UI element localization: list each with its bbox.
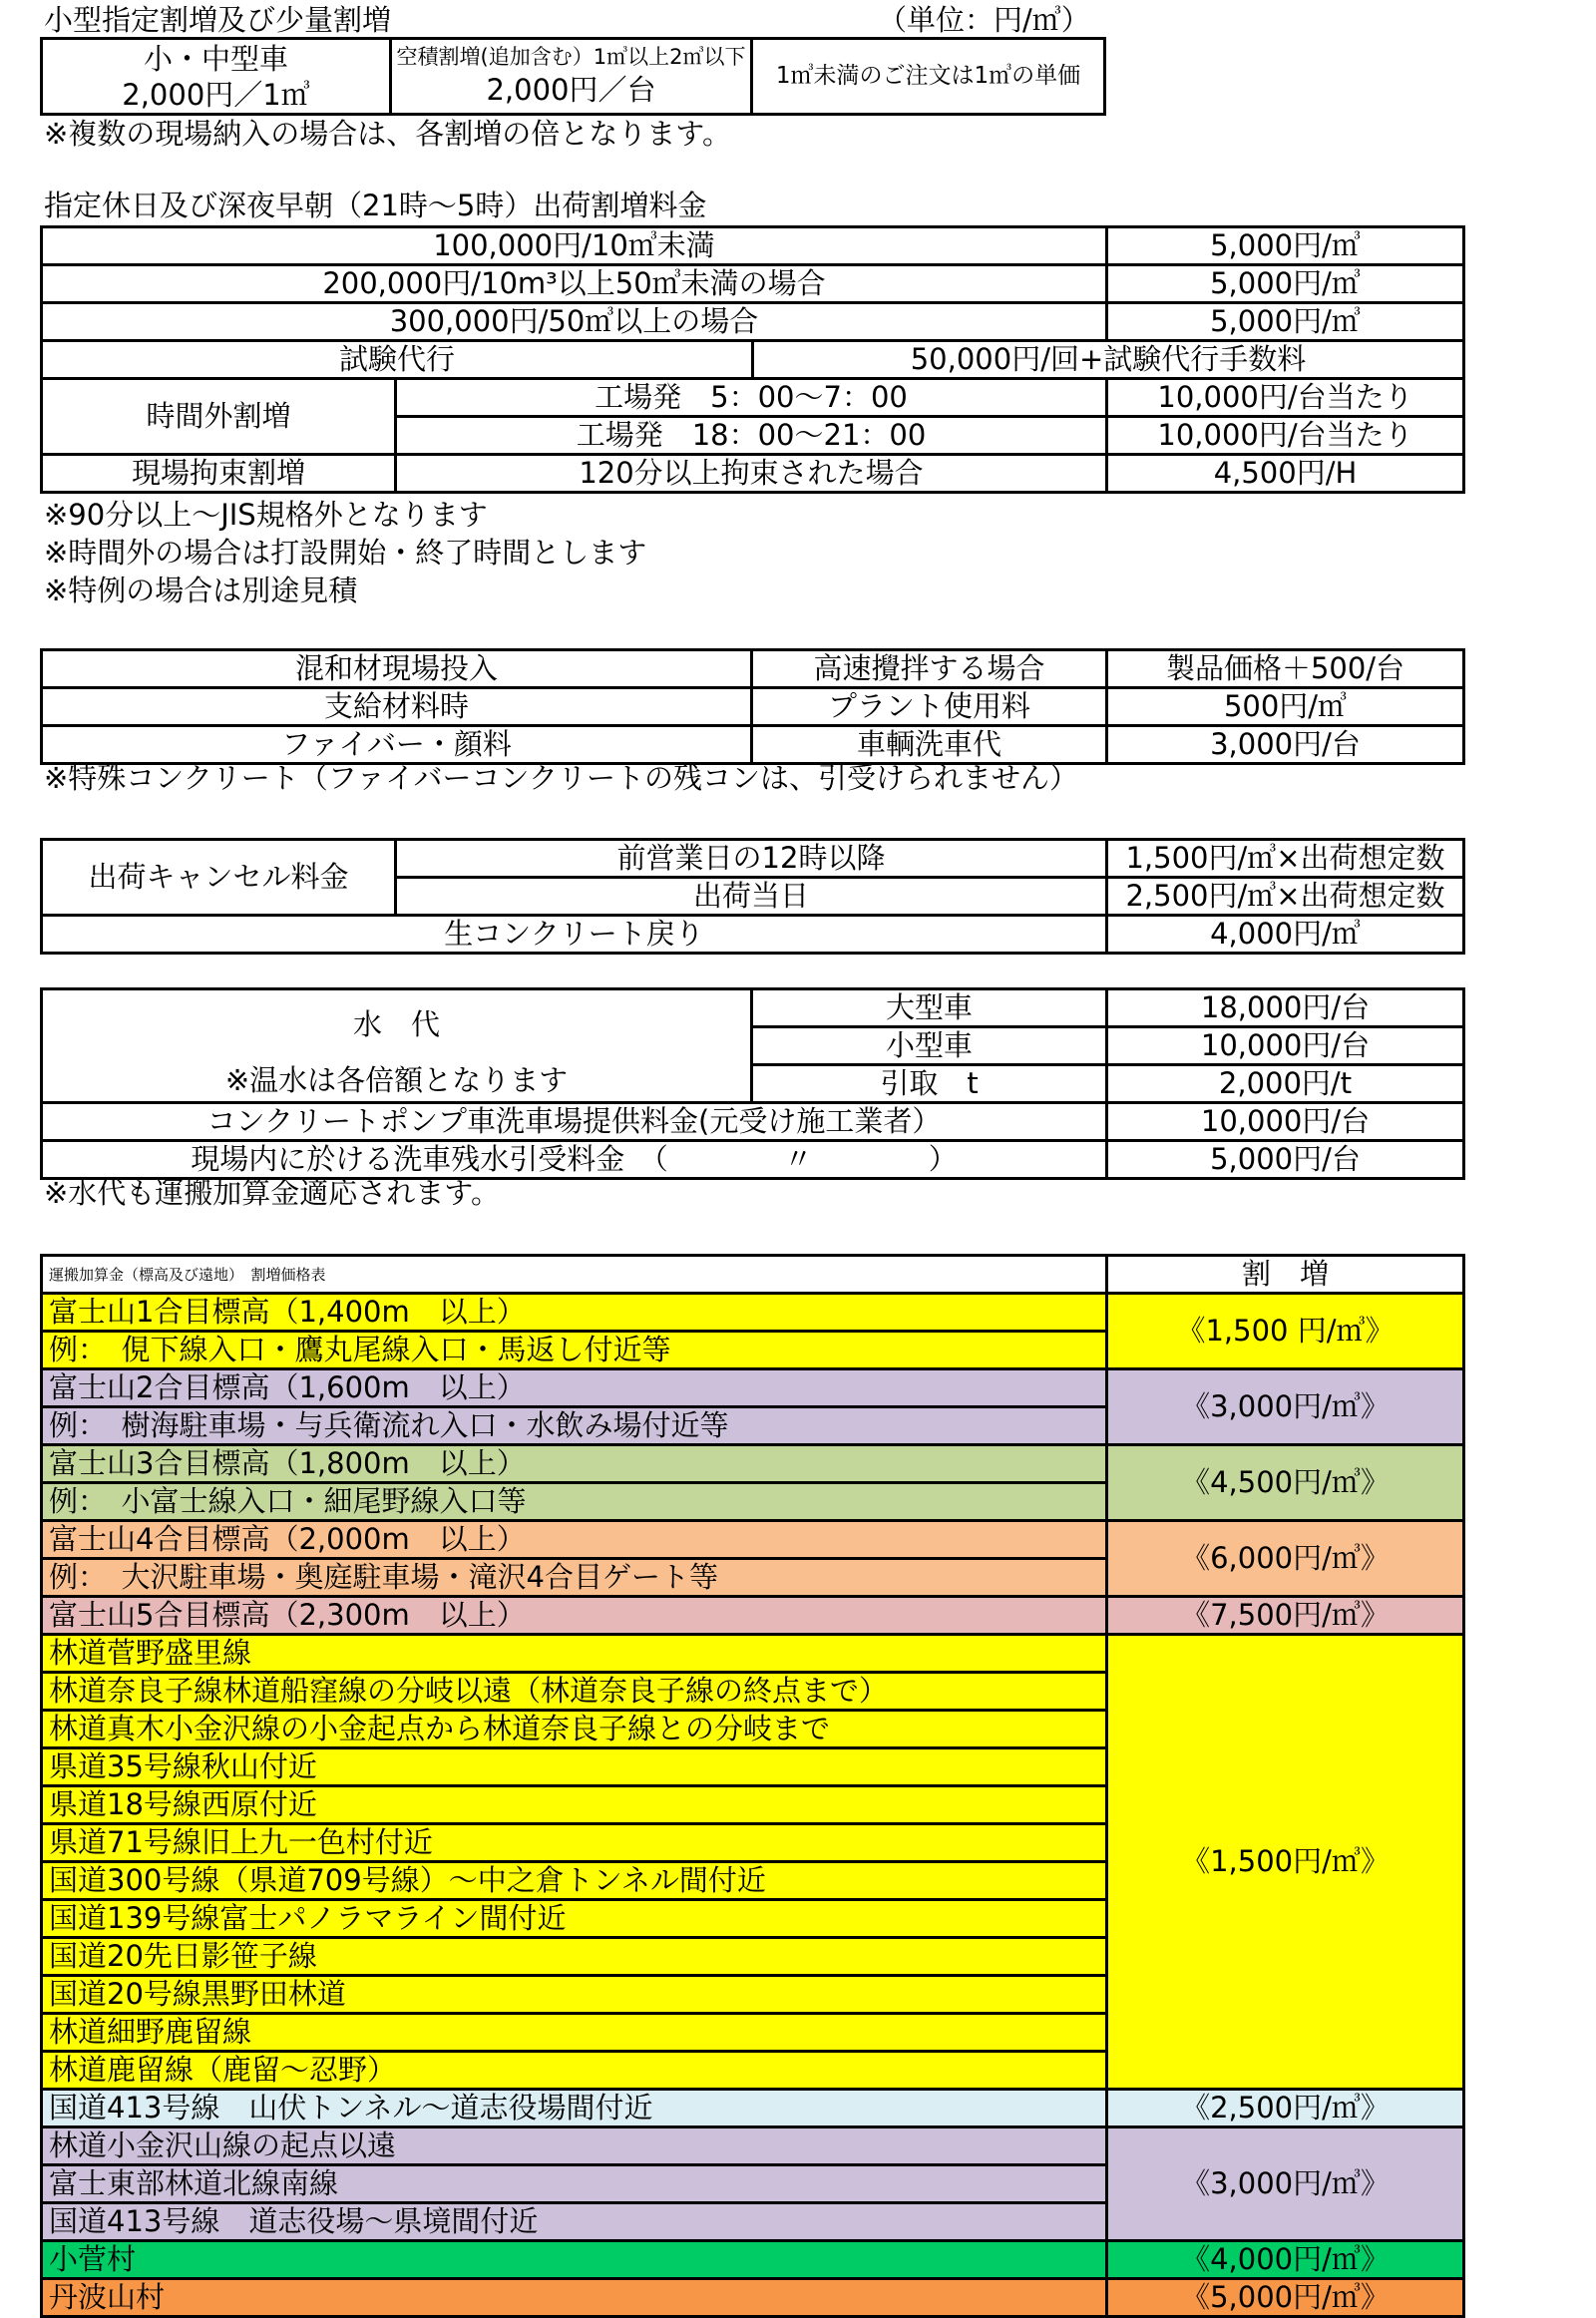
- restraint-price: 4,500円/H: [1107, 455, 1464, 493]
- special-concrete-note: ※特殊コンクリート（ファイバーコンクリートの残コンは、引受けられません）: [44, 761, 1078, 795]
- area-label: 国道413号線 道志役場～県境間付近: [42, 2203, 1107, 2241]
- area-surcharge-price: 《5,000円/㎥》: [1107, 2279, 1464, 2317]
- materials-row-c: 3,000円/台: [1107, 726, 1464, 764]
- table-row: [42, 1369, 1464, 1407]
- water-row-price: 18,000円/台: [1107, 989, 1464, 1027]
- area-surcharge-price: 《1,500 円/㎥》: [1107, 1294, 1464, 1369]
- section1-title: 小型指定割増及び少量割増: [44, 3, 392, 37]
- cancel-row-price: 1,500円/㎥×出荷想定数: [1107, 840, 1464, 878]
- holiday-row-label: 300,000円/50㎥以上の場合: [42, 303, 1107, 341]
- return-price: 4,000円/㎥: [1107, 916, 1464, 954]
- empty-load-cell: [391, 39, 752, 115]
- water-cell: [42, 989, 752, 1103]
- water-row-label: 小型車: [752, 1027, 1107, 1065]
- materials-row-c: 500円/㎥: [1107, 688, 1464, 726]
- overtime-label: 時間外割増: [42, 379, 396, 455]
- table-row: [42, 1635, 1464, 1673]
- area-label: 国道413号線 山伏トンネル～道志役場間付近: [42, 2090, 1107, 2127]
- area-surcharge-price: 《6,000円/㎥》: [1107, 1521, 1464, 1597]
- test-proxy-price: 50,000円/回+試験代行手数料: [753, 341, 1464, 379]
- area-label: 林道細野鹿留線: [42, 2014, 1107, 2052]
- area-label: 富士山3合目標高（1,800m 以上）: [42, 1445, 1107, 1483]
- area-surcharge-price: 《3,000円/㎥》: [1107, 1369, 1464, 1445]
- area-surcharge-price: 《7,500円/㎥》: [1107, 1597, 1464, 1635]
- vehicle-type: 小・中型車: [143, 41, 288, 76]
- area-label: 林道小金沢山線の起点以遠: [42, 2127, 1107, 2165]
- area-label: 富士山2合目標高（1,600m 以上）: [42, 1369, 1107, 1407]
- area-label: 林道菅野盛里線: [42, 1635, 1107, 1673]
- area-label: 県道35号線秋山付近: [42, 1748, 1107, 1786]
- table-row: [42, 2241, 1464, 2279]
- materials-row-b: プラント使用料: [752, 688, 1107, 726]
- holiday-row-price: 5,000円/㎥: [1107, 227, 1464, 265]
- water-row-price: 2,000円/t: [1107, 1065, 1464, 1103]
- area-label: 富士山4合目標高（2,000m 以上）: [42, 1521, 1107, 1559]
- water-fee-table: [40, 987, 1465, 1180]
- area-label: 国道20号線黒野田林道: [42, 1976, 1107, 2014]
- area-label: 例： 大沢駐車場・奥庭駐車場・滝沢4合目ゲート等: [42, 1559, 1107, 1597]
- area-label: 富士東部林道北線南線: [42, 2165, 1107, 2203]
- cancel-row-price: 2,500円/㎥×出荷想定数: [1107, 878, 1464, 916]
- area-label: 林道真木小金沢線の小金起点から林道奈良子線との分岐まで: [42, 1711, 1107, 1748]
- area-label: 例： 小富士線入口・細尾野線入口等: [42, 1483, 1107, 1521]
- pump-wash-price: 10,000円/台: [1107, 1103, 1464, 1141]
- area-surcharge-price: 《4,000円/㎥》: [1107, 2241, 1464, 2279]
- holiday-surcharge-table: [40, 225, 1465, 494]
- water-fee-note: ※水代も運搬加算金適応されます。: [44, 1176, 500, 1210]
- water-label: 水 代: [352, 1007, 440, 1041]
- area-surcharge-price: 《1,500円/㎥》: [1107, 1635, 1464, 2090]
- materials-row-b: 高速攪拌する場合: [752, 650, 1107, 688]
- empty-load-label: 空積割増(追加含む）1㎥以上2㎥以下: [396, 44, 746, 69]
- cancel-label: 出荷キャンセル料金: [42, 840, 396, 916]
- restraint-condition: 120分以上拘束された場合: [396, 455, 1107, 493]
- area-label: 例： 樹海駐車場・与兵衛流れ入口・水飲み場付近等: [42, 1407, 1107, 1445]
- materials-row-a: ファイバー・顔料: [42, 726, 752, 764]
- area-label: 例： 俔下線入口・鷹丸尾線入口・馬返し付近等: [42, 1332, 1107, 1369]
- area-label: 県道71号線旧上九一色村付近: [42, 1824, 1107, 1862]
- area-label: 小菅村: [42, 2241, 1107, 2279]
- surcharge-body: [42, 1294, 1464, 2317]
- area-label: 富士山1合目標高（1,400m 以上）: [42, 1294, 1107, 1332]
- holiday-row-label: 100,000円/10㎥未満: [42, 227, 1107, 265]
- residue-water-label: 現場内に於ける洗車残水引受料金 （ 〃 ）: [42, 1141, 1107, 1179]
- materials-row-a: 混和材現場投入: [42, 650, 752, 688]
- table-row: [42, 2279, 1464, 2317]
- section2-title: 指定休日及び深夜早朝（21時～5時）出荷割増料金: [44, 189, 707, 222]
- area-label: 林道奈良子線林道船窪線の分岐以遠（林道奈良子線の終点まで）: [42, 1673, 1107, 1711]
- multi-site-note: ※複数の現場納入の場合は、各割増の倍となります。: [44, 117, 731, 151]
- table-row: [42, 1445, 1464, 1483]
- small-medium-vehicle-cell: [42, 39, 391, 115]
- area-label: 富士山5合目標高（2,300m 以上）: [42, 1597, 1107, 1635]
- overtime-row-price: 10,000円/台当たり: [1107, 379, 1464, 417]
- surcharge-header-label: 運搬加算金（標高及び遠地） 割増価格表: [42, 1256, 1107, 1294]
- table-row: [42, 1294, 1464, 1332]
- table-row: [42, 1597, 1464, 1635]
- cancel-row-label: 前営業日の12時以降: [396, 840, 1107, 878]
- area-label: 林道鹿留線（鹿留～忍野）: [42, 2052, 1107, 2090]
- overtime-row-label: 工場発 5：00～7：00: [396, 379, 1107, 417]
- materials-row-c: 製品価格＋500/台: [1107, 650, 1464, 688]
- overtime-row-price: 10,000円/台当たり: [1107, 417, 1464, 455]
- note-special: ※特例の場合は別途見積: [44, 574, 358, 607]
- surcharge-header-price: 割 増: [1107, 1256, 1464, 1294]
- note-overtime: ※時間外の場合は打設開始・終了時間とします: [44, 536, 647, 570]
- area-label: 丹波山村: [42, 2279, 1107, 2317]
- water-note: ※温水は各倍額となります: [224, 1063, 569, 1097]
- area-label: 国道20先日影笹子線: [42, 1938, 1107, 1976]
- empty-load-price: 2,000円／台: [486, 72, 656, 107]
- unit-label: （単位：円/㎥）: [878, 3, 1090, 37]
- holiday-row-price: 5,000円/㎥: [1107, 265, 1464, 303]
- vehicle-price: 2,000円／1㎥: [122, 77, 310, 112]
- water-row-label: 大型車: [752, 989, 1107, 1027]
- water-row-label: 引取 t: [752, 1065, 1107, 1103]
- overtime-row-label: 工場発 18：00～21：00: [396, 417, 1107, 455]
- table-row: [42, 2127, 1464, 2165]
- pump-wash-label: コンクリートポンプ車洗車場提供料金(元受け施工業者）: [42, 1103, 1107, 1141]
- materials-row-b: 車輌洗車代: [752, 726, 1107, 764]
- transport-surcharge-table: [40, 1254, 1465, 2318]
- holiday-row-price: 5,000円/㎥: [1107, 303, 1464, 341]
- cancellation-table: [40, 838, 1465, 955]
- table-row: [42, 2090, 1464, 2127]
- materials-table: [40, 648, 1465, 765]
- water-row-price: 10,000円/台: [1107, 1027, 1464, 1065]
- area-label: 県道18号線西原付近: [42, 1786, 1107, 1824]
- holiday-row-label: 200,000円/10m³以上50㎥未満の場合: [42, 265, 1107, 303]
- area-label: 国道139号線富士パノラマライン間付近: [42, 1900, 1107, 1938]
- area-surcharge-price: 《2,500円/㎥》: [1107, 2090, 1464, 2127]
- area-surcharge-price: 《3,000円/㎥》: [1107, 2127, 1464, 2241]
- materials-row-a: 支給材料時: [42, 688, 752, 726]
- area-label: 国道300号線（県道709号線）～中之倉トンネル間付近: [42, 1862, 1107, 1900]
- area-surcharge-price: 《4,500円/㎥》: [1107, 1445, 1464, 1521]
- residue-water-price: 5,000円/台: [1107, 1141, 1464, 1179]
- small-vehicle-table: [40, 37, 1106, 116]
- note-jis: ※90分以上～JIS規格外となります: [44, 498, 488, 532]
- return-label: 生コンクリート戻り: [42, 916, 1107, 954]
- cancel-row-label: 出荷当日: [396, 878, 1107, 916]
- restraint-label: 現場拘束割増: [42, 455, 396, 493]
- under-1m3-note: 1㎥未満のご注文は1㎥の単価: [752, 39, 1105, 115]
- table-row: [42, 1521, 1464, 1559]
- test-proxy-label: 試験代行: [42, 341, 753, 379]
